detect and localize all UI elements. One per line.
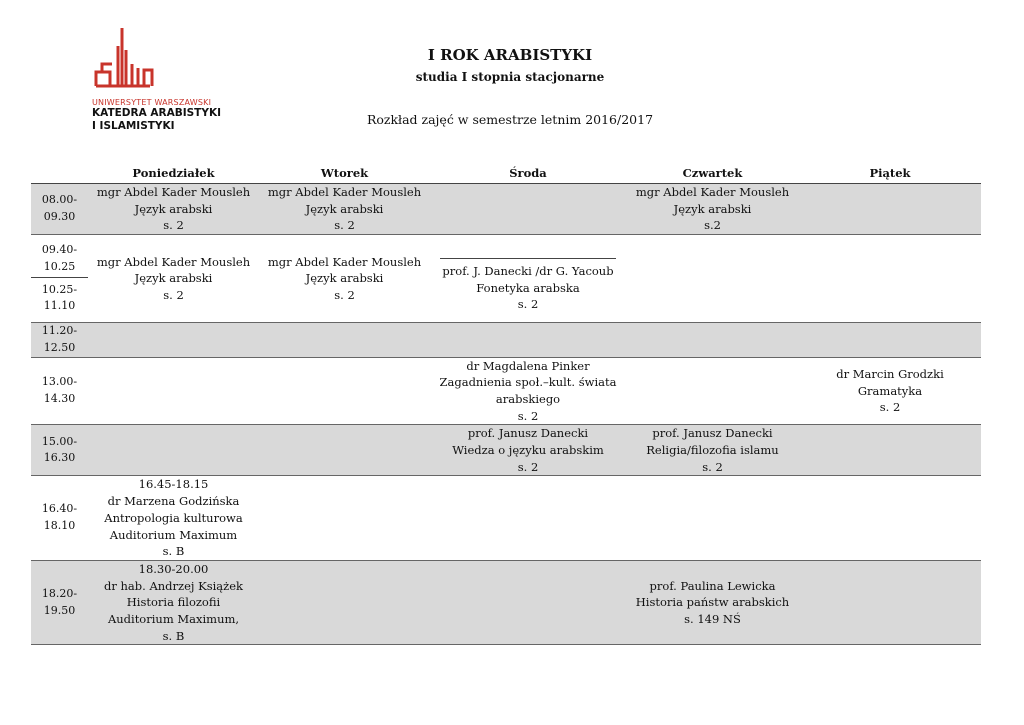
class-info-line: prof. Janusz Danecki bbox=[652, 426, 773, 441]
time-label: 15.00- bbox=[41, 434, 78, 448]
day-header-wednesday: Środa bbox=[430, 164, 626, 184]
empty-cell bbox=[430, 184, 626, 235]
time-label: 19.50 bbox=[43, 603, 76, 617]
class-info-line: s. B bbox=[162, 628, 185, 643]
time-label: 16.30 bbox=[43, 451, 76, 465]
class-info-line: Zagadnienia społ.–kult. świata bbox=[439, 375, 617, 390]
time-slot bbox=[31, 425, 88, 476]
empty-cell bbox=[259, 560, 430, 645]
empty-cell bbox=[88, 357, 259, 425]
class-cell bbox=[88, 476, 259, 561]
class-info-line: Język arabski bbox=[305, 201, 384, 216]
table-row bbox=[31, 357, 981, 425]
empty-cell bbox=[430, 560, 626, 645]
empty-cell bbox=[259, 323, 430, 357]
empty-cell bbox=[799, 235, 981, 323]
time-slot bbox=[31, 560, 88, 645]
empty-cell bbox=[259, 476, 430, 561]
empty-cell bbox=[626, 235, 799, 323]
empty-cell bbox=[626, 323, 799, 357]
class-info-line: Historia państw arabskich bbox=[635, 595, 790, 610]
time-label: 18.20- bbox=[41, 587, 78, 600]
class-info-line: s.2 bbox=[704, 218, 721, 233]
empty-cell bbox=[799, 476, 981, 561]
class-cell bbox=[430, 357, 626, 425]
empty-cell bbox=[88, 323, 259, 357]
day-header-row bbox=[31, 164, 981, 184]
class-info-line: s. 2 bbox=[517, 408, 539, 423]
class-info-line: Język arabski bbox=[305, 271, 384, 286]
class-info-line: Język arabski bbox=[134, 201, 213, 216]
class-info-line: 16.45-18.15 bbox=[138, 477, 209, 492]
empty-cell bbox=[259, 425, 430, 476]
class-info-line: mgr Abdel Kader Mousleh bbox=[267, 254, 422, 269]
class-info-line: dr Marcin Grodzki bbox=[836, 366, 944, 381]
class-info-line: mgr Abdel Kader Mousleh bbox=[96, 254, 251, 269]
class-cell bbox=[259, 184, 430, 235]
empty-cell bbox=[799, 323, 981, 357]
class-info-line: Religia/filozofia islamu bbox=[646, 443, 779, 458]
class-cell bbox=[88, 235, 259, 323]
class-info-line: s. 2 bbox=[702, 459, 723, 474]
class-info-line: s. 2 bbox=[163, 287, 184, 302]
time-label: 14.30 bbox=[43, 391, 76, 405]
empty-cell bbox=[259, 357, 430, 425]
class-info-line: s. 2 bbox=[334, 218, 355, 233]
time-label: 16.40- bbox=[41, 502, 78, 516]
class-info-line: s. 2 bbox=[163, 218, 184, 233]
time-label: 10.25- bbox=[41, 282, 78, 296]
class-info-line: s. 2 bbox=[334, 287, 355, 302]
class-info-line: prof. Janusz Danecki bbox=[467, 426, 589, 441]
class-cell bbox=[259, 235, 430, 323]
class-cell bbox=[430, 235, 626, 323]
time-label: 08.00- bbox=[41, 193, 78, 207]
class-info-line: mgr Abdel Kader Mousleh bbox=[96, 185, 251, 199]
class-info-line: Język arabski bbox=[673, 201, 752, 216]
class-info-line: dr hab. Andrzej Książek bbox=[104, 578, 243, 593]
table-row bbox=[31, 476, 981, 561]
time-slot bbox=[31, 357, 88, 425]
page-title: I ROK ARABISTYKI bbox=[427, 46, 593, 64]
empty-cell bbox=[430, 476, 626, 561]
class-info-line: Historia filozofii bbox=[126, 595, 221, 610]
table-row bbox=[31, 323, 981, 357]
university-name: UNIWERSYTET WARSZAWSKI bbox=[92, 98, 212, 107]
table-row bbox=[31, 184, 981, 235]
class-info-line: 18.30-20.00 bbox=[138, 561, 209, 576]
department-name-line1: KATEDRA ARABISTYKI bbox=[92, 107, 221, 119]
class-cell bbox=[88, 560, 259, 645]
class-cell bbox=[430, 425, 626, 476]
class-cell bbox=[88, 184, 259, 235]
class-cell bbox=[626, 425, 799, 476]
empty-cell bbox=[799, 560, 981, 645]
schedule-table bbox=[31, 164, 981, 645]
time-slot bbox=[31, 323, 88, 357]
class-info-line: dr Marzena Godzińska bbox=[107, 494, 240, 509]
time-label: 09.40- bbox=[41, 243, 78, 257]
class-info-line: s. 2 bbox=[879, 400, 901, 415]
class-info-line: s. 149 NŚ bbox=[684, 612, 741, 627]
table-row bbox=[31, 425, 981, 476]
class-info-line: prof. J. Danecki /dr G. Yacoub bbox=[442, 264, 614, 279]
empty-cell bbox=[799, 425, 981, 476]
class-info-line: Antropologia kulturowa bbox=[104, 510, 243, 525]
day-header-tuesday: Wtorek bbox=[259, 164, 430, 184]
time-label: 12.50 bbox=[43, 340, 76, 354]
semester-caption: Rozkład zajęć w semestrze letnim 2016/2017 bbox=[366, 112, 654, 127]
department-logo bbox=[92, 24, 232, 133]
empty-cell bbox=[430, 323, 626, 357]
department-name-line2: I ISLAMISTYKI bbox=[92, 120, 175, 132]
class-info-line: Język arabski bbox=[134, 271, 213, 286]
day-header-friday: Piątek bbox=[799, 164, 981, 184]
day-header-monday: Poniedziałek bbox=[88, 164, 259, 184]
empty-cell bbox=[88, 425, 259, 476]
class-info-line: Auditorium Maximum, bbox=[107, 612, 240, 627]
time-label: 11.20- bbox=[41, 324, 78, 338]
class-info-line: Wiedza o języku arabskim bbox=[452, 443, 604, 458]
time-slot bbox=[31, 184, 88, 235]
time-label: 13.00- bbox=[41, 375, 78, 389]
day-header-thursday: Czwartek bbox=[626, 164, 799, 184]
time-label: 09.30 bbox=[43, 210, 76, 224]
time-slot bbox=[31, 476, 88, 561]
page-subtitle: studia I stopnia stacjonarne bbox=[415, 70, 605, 84]
class-info-line: s. 2 bbox=[517, 297, 539, 312]
empty-cell bbox=[626, 476, 799, 561]
table-row bbox=[31, 560, 981, 645]
time-header bbox=[31, 164, 88, 184]
table-row bbox=[31, 235, 981, 323]
time-label: 18.10 bbox=[43, 519, 76, 533]
class-info-line: dr Magdalena Pinker bbox=[466, 358, 590, 373]
time-slot bbox=[31, 235, 88, 323]
class-info-line: s. B bbox=[162, 544, 185, 559]
class-info-line: mgr Abdel Kader Mousleh bbox=[267, 185, 422, 199]
class-info-line: mgr Abdel Kader Mousleh bbox=[635, 185, 790, 199]
time-label: 10.25 bbox=[43, 259, 76, 273]
empty-cell bbox=[626, 357, 799, 425]
class-info-line: Fonetyka arabska bbox=[476, 280, 580, 295]
class-cell bbox=[626, 560, 799, 645]
time-label: 11.10 bbox=[43, 299, 76, 313]
class-info-line: prof. Paulina Lewicka bbox=[649, 578, 776, 593]
class-info-line: arabskiego bbox=[495, 391, 561, 406]
class-info-line: Gramatyka bbox=[857, 383, 923, 398]
class-cell bbox=[799, 357, 981, 425]
logo-emblem-icon bbox=[92, 24, 156, 96]
class-cell bbox=[626, 184, 799, 235]
class-info-line: Auditorium Maximum bbox=[109, 527, 238, 542]
empty-cell bbox=[799, 184, 981, 235]
class-info-line: s. 2 bbox=[517, 459, 539, 474]
